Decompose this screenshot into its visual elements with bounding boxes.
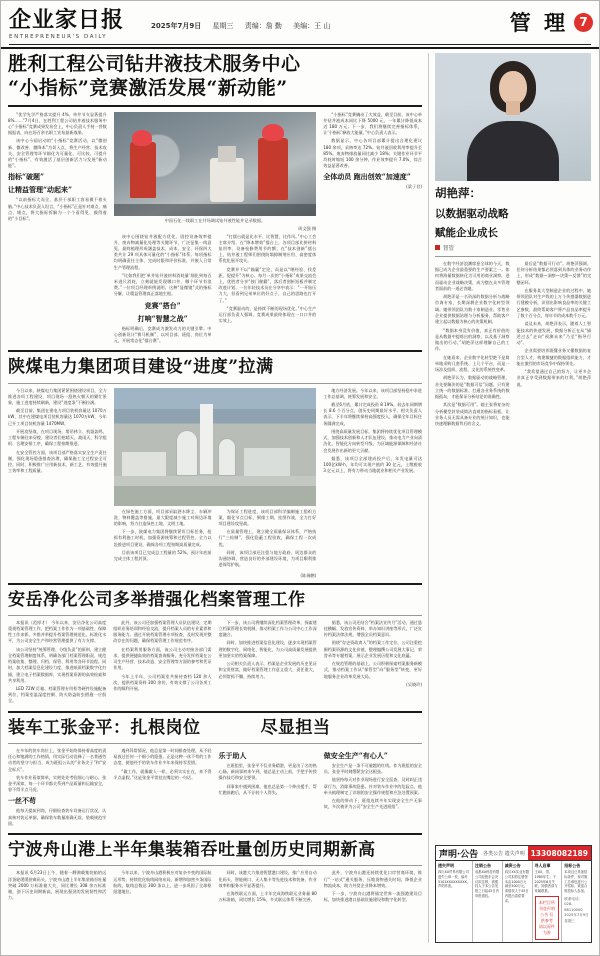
paragraph: 安全生产是一条不可逾越的红线。作为班组的安全员，张金平时刻绷紧安全这根弦。 — [323, 762, 422, 775]
classified-ads-block — [435, 845, 592, 943]
article2-col-2 — [114, 509, 212, 571]
article3-col-2 — [113, 620, 211, 707]
article2-col-1 — [8, 388, 107, 579]
section-indicator — [510, 7, 593, 37]
article1-subhead-1: 指标“破题” — [8, 172, 45, 182]
classified-item-body: 本项目已具备招标条件，现对施工总承包进行公开招标，欢迎合格投标人参加。 — [564, 870, 588, 894]
paragraph: 谈及未来，胡艳萍表示，随着人工智能技术的快速发展，数据分析正在从“描述过去”走向“预测未来”乃至“指导行动”。 — [516, 321, 591, 346]
article1-photo-byline: 周文强 摄 — [298, 225, 317, 231]
article4-col-2 — [113, 748, 211, 829]
article2-photo-col — [114, 388, 316, 579]
classified-item — [473, 861, 503, 942]
article3-headline: 安岳净化公司多举措强化档案管理工作 — [8, 589, 306, 610]
paragraph: 下一步，该公司将继续深化档案管理改革，探索建立档案管理长效机制，推动档案工作与公司中心工作深度融合。 — [218, 619, 317, 638]
paragraph: LED 72W 灯箱、档案管理专用柜等硬件设施配备到位，档案室温湿度控制、防火防盗防虫措施一应俱全。 — [8, 686, 107, 704]
page-body — [1, 49, 599, 949]
article2-photo — [114, 388, 316, 506]
article5-col-4 — [324, 870, 422, 905]
classified-item-body: 四川XX贸易有限公司遗失公章一枚，编号5101XXXXXXXXX，声明作废。 — [438, 870, 471, 889]
article4-col-4 — [324, 748, 422, 829]
article4-headline-right: 尽显担当 — [260, 717, 331, 738]
article5-col-2 — [113, 870, 211, 905]
paragraph: 同时，该港大力推进智慧港口建设，推广应用自动化码头、智能闸口、无人集卡等先进技术和装备，作业效率和服务水平显著提升。 — [218, 870, 317, 888]
paragraph: 指标明确后，竞赛成为激发动力的关键引擎。中心创新设计“赛马机制”，以项目部、班组、岗位为单元，开展常态化“擂台赛”。 — [113, 325, 212, 344]
paragraph: 他每天提前到岗，仔细检查装车设备运行状况，认真核对装运单据，确保装车数量准确无误、装载规范牢固。 — [8, 808, 107, 826]
section-number: 7 — [574, 13, 593, 32]
paragraph: 在多年的装车岗位上，张金平始终保持着高度的责任心和饱满的工作热情，用实际行动诠释了一名普通劳动者的坚守与担当，成为班组公认的“业务尖子”和“安全标兵”。 — [8, 747, 107, 772]
paragraph: “以前指标大而全，基层干部职工容易摸不着头脑。”中心技术负责人坦言，“小指标”正是针对难点、痛点、堵点，将大指标拆解为一个个看得见、摸得着的“小目标”。 — [8, 197, 107, 222]
paragraph: 在她看来，企业数字化转型绝不是简单地采购几套系统、上几个平台，而是一场涉及组织、流程、文化的系统性变革。 — [435, 354, 510, 373]
paragraph: 下一步，陕煤电力集团将继续紧盯目标任务，抢抓有利施工时机，加强资源统筹和过程管控，全力以赴推进项目建设，确保各项工程按期高质量完成。 — [113, 529, 212, 547]
divider — [8, 743, 422, 744]
paragraph: 同时，该项目部还注重与地方政府、周边群众的沟通协调，营造良好的外部建设环境，为项目顺利推进保驾护航。 — [218, 549, 317, 568]
article1-col-3 — [219, 234, 317, 347]
divider — [8, 711, 422, 713]
paragraph: 同时，加快推进档案信息化建设，逐步实现档案管理的数字化、网络化、智能化，为公司高质量发展提供更加坚实的档案保障。 — [218, 640, 317, 658]
article2-headline: 陕煤电力集团项目建设“进度”拉满 — [8, 357, 274, 378]
article-zhang-jinping — [8, 718, 422, 829]
profile-tag-label: 智管 — [443, 245, 455, 252]
issue-weekday: 星期三 — [212, 22, 234, 30]
classified-item-title: 招标公告 — [564, 863, 581, 869]
divider — [8, 350, 422, 352]
article4-col-1 — [8, 748, 106, 829]
paragraph: 遇到异常情况，他总是第一时间排查处理，从不轻易放过任何一个细小的隐患。正是这种一丝不苟的工作态度，使他经手的装车作业多年来保持零差错。 — [113, 747, 212, 766]
paragraph: 本报讯 6月23日上午，随着一艘满载集装箱的远洋货轮缓缓驶离码头，宁波舟山港上半年集装箱吞吐量突破 2000 万标准箱大关，同比增长 308 余万标准箱，创下历史同期新高，展现出强劲的发展韧性和活力。 — [8, 870, 107, 901]
divider — [8, 583, 422, 585]
article2-col-4 — [323, 388, 422, 579]
classified-date-line: 2025年7月9日 星期三 — [564, 913, 589, 923]
paragraph: 在档案利用服务方面，该公司主动对接各部门需求，提供便捷高效的档案查询服务，充分发挥档案在公司生产经营、技术改造、安全管理等方面的参考和凭证作用。 — [113, 646, 212, 671]
classified-item — [503, 861, 533, 942]
paragraph: 此外，该公司还加强档案管理人员队伍建设，定期组织业务培训和经验交流，提升档案人员的专业素养和服务能力。通过开展档案管理专项检查，及时发现并整改存在的问题，确保档案管理工作规范有序。 — [113, 619, 212, 644]
paragraph: 同事家中遇到困难，他也总是第一个伸出援手，帮忙跑前跑后，从不计较个人得失。 — [218, 783, 317, 795]
article1-byline: (梁子君) — [406, 184, 422, 190]
article1-subhead-3: 竞赛“搭台” — [144, 300, 181, 310]
article4-subhead-3: 做安全生产“有心人” — [323, 750, 388, 760]
paragraph: 此外，宁波舟山港还持续优化口岸营商环境，推行“一站式”通关服务，压缩货物通关时间，降低企业物流成本，助力外贸企业降本增效。 — [323, 870, 422, 888]
article5-headline: 宁波舟山港上半年集装箱吞吐量创历史同期新高 — [8, 840, 376, 861]
profile-title-line1: 以数据驱动战略 — [435, 207, 509, 220]
newspaper-logo-en: ENTREPRENEUR'S DAILY — [9, 34, 108, 40]
article1-photo-col — [114, 112, 316, 347]
divider — [8, 833, 422, 835]
article4-headline-left: 装车工张金平：扎根岗位 — [8, 717, 201, 738]
profile-name: 胡艳萍： — [435, 186, 481, 200]
classified-item-title: 遗失声明 — [438, 863, 454, 869]
divider — [8, 105, 422, 107]
article1-photo-caption: 中国石化一线职工在井场调试钻井液性能并记录数据。 — [164, 217, 266, 223]
paragraph: “小指标”竞赛撬动了大效益，截至目前，该中心单井钻井液成本同比下降 5000 元，一年累计降低成本近 180 万元；下一步，我们将继续完善指标体系，让‘小指标’释放大能量。”中心负责人表示。 — [323, 111, 422, 136]
paragraph: 公司相关负责人表示，档案是企业发展的历史见证和宝贵财富，做好档案管理工作意义重大、责任重大，必须常抓不懈、持续用力。 — [218, 661, 317, 679]
paragraph: 胡艳萍是一名资深的数据分析与战略咨询专家，长期深耕企业数字化转型领域。她带领团队为数十家制造业、零售业企业提供数据治理与分析服务，帮助客户建立起以数据为核心的决策机制。 — [435, 294, 510, 325]
article4-subhead-2: 乐于助人 — [218, 750, 247, 760]
classified-tel-note: 联系电话：028-86110000 — [564, 897, 583, 912]
article2-columns — [8, 388, 422, 579]
article1-columns — [8, 112, 422, 347]
paragraph: 开展攻坚战，在项目现场，塔吊林立、机器轰鸣，工程车辆往来穿梭，建设者们抢晴天、战雨天，科学组织、合理安排工序，确保工程按期推进。 — [8, 428, 107, 447]
issue-date: 2025年7月9日 — [151, 22, 202, 30]
article1-headline-line2: “小指标”竞赛激活发展“新动能” — [8, 76, 288, 99]
paragraph: 今年上半年，公司档案室共接待查档 120 余人次，提供档案资料 300 余份，有效支撑了公司各项工作的顺利开展。 — [113, 673, 212, 691]
article1-subhead-2: 让精益管理“动起来” — [8, 185, 73, 195]
article1-col-2 — [114, 234, 212, 347]
paragraph: 为保证工程进度，该项目部科学编制施工组织方案，细化节点目标，倒排工期、挂图作战，全力打好项目建设攻坚战。 — [218, 508, 317, 527]
article1-photo — [114, 112, 316, 216]
classified-item-title: 减资公告 — [504, 863, 521, 869]
newspaper-logo-cn: 企业家日报 — [9, 7, 125, 33]
classified-item — [436, 861, 473, 942]
article1-col-1 — [8, 112, 107, 347]
classified-item-title: 注销公告 — [475, 863, 491, 869]
article1-headline-line1: 胜利工程公司钻井液技术服务中心 — [8, 53, 301, 75]
article-ningbo-port — [8, 840, 422, 905]
paragraph: 今年以来，宁波舟山港积极应对复杂多变的国际航运形势，持续优化航线网络布局，新增和加密多条国际航线，航线总数达 300 条以上，进一步巩固了全球枢纽港地位。 — [113, 870, 212, 894]
paragraph: 在质量管理上，建立健全质量保证体系，严格执行“三检制”，强化隐蔽工程验收，确保工程一次成优。 — [218, 529, 317, 547]
masthead-divider — [9, 44, 591, 45]
article3-col-3 — [219, 620, 317, 707]
paragraph: 据悉，该公司还结合“档案法宣传月”活动，通过悬挂横幅、发放宣传资料、举办知识讲座等形式，广泛宣传档案法律法规，增强全员档案意识。 — [323, 619, 422, 638]
article-drilling-fluid — [8, 53, 422, 346]
section-name: 管 理 — [509, 10, 568, 35]
paragraph: 在班组里，张金平不仅业务精湛，更是出了名的热心肠。新同事初来乍到，他总是主动上前，手把手传授操作技巧和安全要领。 — [218, 762, 317, 781]
article4-col-3 — [219, 748, 317, 829]
paragraph: 他坚持每天对作业现场进行安全巡查，及时纠正违章行为，消除事故隐患。针对装车作业中的危险点，他牵头梳理制定了详细的安全操作规程和应急处置预案。 — [323, 777, 422, 795]
divider — [8, 615, 422, 616]
divider — [8, 865, 422, 866]
article1-subhead-5: 全体动员 跑出创效“加速度” — [323, 172, 411, 182]
paragraph: 胡艳萍认为，数据驱动的战略管理，首先要解决的是“数据可信”问题。只有建立统一的数据标准、打通各业务系统的数据孤岛，才能保证分析结论的准确性。 — [435, 375, 510, 400]
article1-subhead-4: 打响“智慧之战” — [137, 313, 188, 323]
paragraph: 企业需要培养既懂业务又懂数据的复合型人才，构建敏捷的数据组织能力，才能在激烈的市场竞争中保持领先。 — [516, 348, 591, 366]
paragraph: 据悉，该项目全部建成投产后，年发电量可达 100亿kW·h，年均可实现产值约 30 亿元，上缴税收 3 亿元以上，将有力带动当地就业和相关产业发展。 — [323, 455, 422, 474]
masthead-meta — [151, 21, 339, 31]
masthead — [1, 1, 599, 49]
article5-columns — [8, 870, 422, 905]
classified-item-body: 王XX，男，1985年生，于2025年6月失联，知情者请与家属联系。 — [534, 870, 558, 894]
paragraph: “比如我们把‘单井钻井液材料消耗量’细化到每百米进尺消耗，立刻就能发现哪口井、哪个环节有浪费。”一位项目经理举例说明。这种“显微镜”式的指标分解，让精益管理真正落地生根。 — [113, 272, 212, 297]
paragraph: 在海铁联运方面，上半年完成海铁联运业务量 80 万标准箱，同比增长 15%，多式联运体系不断完善。 — [218, 891, 317, 903]
paragraph: 在绿色施工方面，项目部采取洒水降尘、车辆冲洗、物料覆盖等措施，最大限度减少施工对周边环境的影响，努力打造绿色工地、文明工地。 — [113, 508, 212, 527]
classified-item — [562, 861, 591, 942]
classified-item-title: 寻人启事 — [534, 863, 551, 869]
article3-col-1 — [8, 620, 106, 707]
paragraph: 截至6月底，累计完成投资 8 19%，较去年同期增长 8.6 个百分点，创历史同期最好水平。相关负责人表示，下半年将继续保持高强度投入，确保全年目标任务圆满完成。 — [323, 402, 422, 426]
classified-grid — [436, 861, 591, 942]
paragraph: 其次是“数据可用”。她主张将复杂的分析模型封装成简洁直观的指标看板，让业务人员无需具备专业的统计知识，也能快速理解数据背后的含义。 — [435, 402, 510, 427]
paragraph: 今日以来，陕煤电力集团紧紧围绕建设项目，全力推进各项工程建设，项目现场一派热火朝天的繁忙景象，施工进度持续刷新，建设“进度条”不断拉满。 — [8, 387, 107, 406]
paragraph: 在安全管控方面，该项目部严格落实安全生产责任制，强化现场隐患排查治理，确保施工全过程安全可控。同时，积极推广应用新技术、新工艺，有效提升施工效率和工程质量。 — [8, 449, 107, 474]
paragraph: 在他的带动下，班组连续多年实现安全生产无事故，多次被评为公司“安全生产先进班组”。 — [323, 798, 422, 810]
paragraph: “优学先学严格落实提升 4%，单井节支显著提升8%……”7月4日，在胜利工程公司钻井液技术服务中心“小指标”竞赛成果发布会上，中心负责人手持一沓数据报表，向在场百余名职工宣布最新战果。 — [8, 111, 107, 136]
classified-item-body: 成都XX科技有限公司经股东会决议拟注销，请债权人于本公告见报之日起45日内申报债权。 — [475, 870, 500, 898]
paragraph: “数据本身没有价值，真正有价值的是从数据中提炼出的洞察，以及基于洞察做出的行动。”胡艳萍这样理解自己的工作。 — [435, 327, 510, 352]
paragraph: 目前该项目已完成总工程量的 52%，预计年底前完成主体工程封顶。 — [113, 549, 212, 562]
classified-stamp: 本栏目所刊登声明公告 仅供参考 请以原件为准 — [535, 896, 560, 940]
article1-col-4 — [323, 112, 422, 347]
paragraph: 在规范管理的基础上，公司积极探索档案服务新模式，推动档案工作从“保管型”向“服务型”转变，更好地服务企业改革发展大局。 — [323, 661, 422, 679]
profile-photo — [435, 53, 591, 181]
editor-credit: 责编：詹 勤 — [244, 22, 282, 30]
article3-columns — [8, 620, 422, 707]
divider — [8, 383, 422, 384]
article2-byline: (陈瑞鹏) — [300, 572, 317, 578]
paragraph: 该中心围绕钻井液配方优化、固控设备效率提升、废弃物减量化处理等关键环节，广泛征集一线意见，最终梳理形成涵盖技术、成本、安全、环保四大类共计 29 项具体可量化的“小指标”体系。每项指标均明确责任主体、完成时限和评价标准，并嵌入日常生产管理流程。 — [113, 233, 212, 270]
divider — [435, 256, 591, 257]
paragraph: “做工作，就像做人一样，必须实实在在，来不得半点虚假。”这是张金平常挂在嘴边的一句话。 — [113, 768, 212, 780]
paragraph: 装车作业看似简单，实则处处考验细心与耐心。张金平深知，每一个环节都关系到产品质量和运输安全，容不得半点马虎。 — [8, 774, 107, 793]
paragraph: “竞赛驱动的，是持续不断的现场优化。”中心生产运行部负责人强调，竞赛成果最终体现在一口口井的实效上。 — [218, 305, 317, 324]
paragraph: 数据显示，中心各项目部累计提出合理化建议 180 余项，采纳率达 72%。钻井液回收利用率提升至 85%，废弃物排放量同比减少 18%；关键作业环节平均耗时缩短 100 余分钟，作业效率提升 7.0%，综合效益显著改善。 — [323, 138, 422, 169]
classified-subtitle: 各类公告 遗失声明 — [483, 850, 525, 857]
article2-col-3 — [219, 509, 317, 571]
bullet-square-icon — [435, 245, 440, 250]
article4-subhead-1: 一丝不苟 — [8, 796, 36, 806]
classified-item — [533, 861, 563, 942]
profile-col-2 — [517, 261, 592, 430]
article3-col-4 — [324, 620, 422, 707]
article3-byline: (吴晓玲) — [406, 681, 422, 687]
paragraph: “我希望通过自己的努力，让更多企业真正享受到数据带来的红利。”胡艳萍说。 — [516, 369, 591, 387]
article-anyue-archives — [8, 590, 422, 707]
classified-item-body: 四川XX实业有限公司拟将注册资本由1000万元减至500万元，请债权人于45日内提出清偿要求。 — [504, 870, 530, 903]
paragraph: 最后是“数据可行动”。胡艳萍强调，任何分析结果都必须落到具体的业务动作上，形成“数据—洞察—决策—反馈”的完整闭环。 — [516, 260, 591, 285]
article4-columns — [8, 748, 422, 829]
paragraph: 竞赛并不以“输赢”定论，而是以“晒经验、找差距、促提升”为核心。每月一次的“小指标”成果交流会上，优胜者分享“独门秘籍”，落后者剖析短板并制定改进计划。一位年轻技术员在分享中表示：“一开始压力大，但看到兄弟单位的好点子，自己的思路也打开了。” — [218, 266, 317, 303]
article-shaanmei-power — [8, 357, 422, 578]
classified-header — [436, 846, 591, 861]
classified-phone[interactable]: 13308082189 — [528, 846, 591, 860]
main-column — [8, 53, 422, 943]
profile-title-line2: 赋能企业成长 — [435, 226, 498, 239]
paragraph: 在服务某大型制造企业的过程中，她带领团队对生产线的上万个传感器数据进行建模分析，识别出影响良品率的关键工艺参数，最终帮助客户将产品良品率提升了数个百分点，每年节约成本数千万元。 — [516, 287, 591, 318]
designer-credit: 美编：王 山 — [293, 22, 331, 30]
paragraph: 截至目前，集团在建电力项目装机容量达 1070万kW，其中在建煤电项目装机容量达 1070万kW，今年已开工项目装机容量 1470MW。 — [8, 408, 107, 426]
paragraph: 该中心今届启动的“小指标”竞赛活动，以“微创新、微改善、微降本”为切入点，将生产经营、技术攻关、安全管理等环节细化为可量化、可比较、可提升的“小指标”，有效激活了基层创新活力与发展“新动能”。 — [8, 138, 107, 169]
classified-title: 声明·公告 — [439, 849, 479, 860]
profile-col-1 — [435, 261, 510, 430]
article5-col-1 — [8, 870, 106, 905]
paragraph: 在数字经济浪潮席卷全球的今天，数据已成为企业最重要的生产要素之一。如何将海量数据转化为可用的商业洞察，进而驱动企业战略决策，成为摆在众多管理者面前的一道必答题。 — [435, 260, 510, 291]
paragraph: 本报讯（范厚才） 今年以来，安岳净化公司高度重视档案管理工作，把档案工作作为一项基础性、保障性工作来抓，多措并举提升档案管理规范化、标准化水平，为公司安全生产和经营管理提供了有力支撑。 — [8, 619, 107, 644]
paragraph: 地方经济发展。今年以来，该项目部坚持稳中求进工作总基调，统筹发展和安全。 — [323, 387, 422, 399]
paragraph: “打擂台就是比水平、比智慧、比作风。”中心工会主席介绍。在“降本增效”擂台上，各项目部比拼材料复用率、设备检修费用节约额；在“技术创新”擂台上，钻井液工程师们围绕防塌抑制剂应用、高密度体系优化展开攻关。 — [218, 233, 317, 264]
sidebar-column — [428, 53, 591, 943]
paragraph: 下一步，宁波舟山港将锚定世界一流强港建设目标，加快推进港口基础设施建设和数字化转型。 — [323, 891, 422, 903]
profile-columns — [435, 261, 591, 430]
article5-col-3 — [219, 870, 317, 905]
profile-tag — [435, 244, 591, 252]
paragraph: 围绕“存史资政育人”的档案工作定位，公司注重挖掘档案资源的文化价值，整理编撰公司发展大事记、荣誉录等专题档案，展示企业发展历程和文化底蕴。 — [323, 640, 422, 658]
paragraph: 该公司坚持“统筹管理、分级负责”的原则，建立健全档案管理制度体系，明确各部门档案管理职责，规范档案收集、整理、归档、保管、利用等各环节流程。同时，加大档案信息化建设力度，推进纸质档案数字化扫描，建立电子档案数据库，实现档案资源的高效检索和共享利用。 — [8, 646, 107, 683]
paragraph: 围绕高质量发展目标，集团将持续优化项目管理模式，加强技术创新和人才队伍建设，推动电力产业向清洁化、智能化方向转型升级，为区域能源保障和经济社会发展作出新的更大贡献。 — [323, 428, 422, 453]
